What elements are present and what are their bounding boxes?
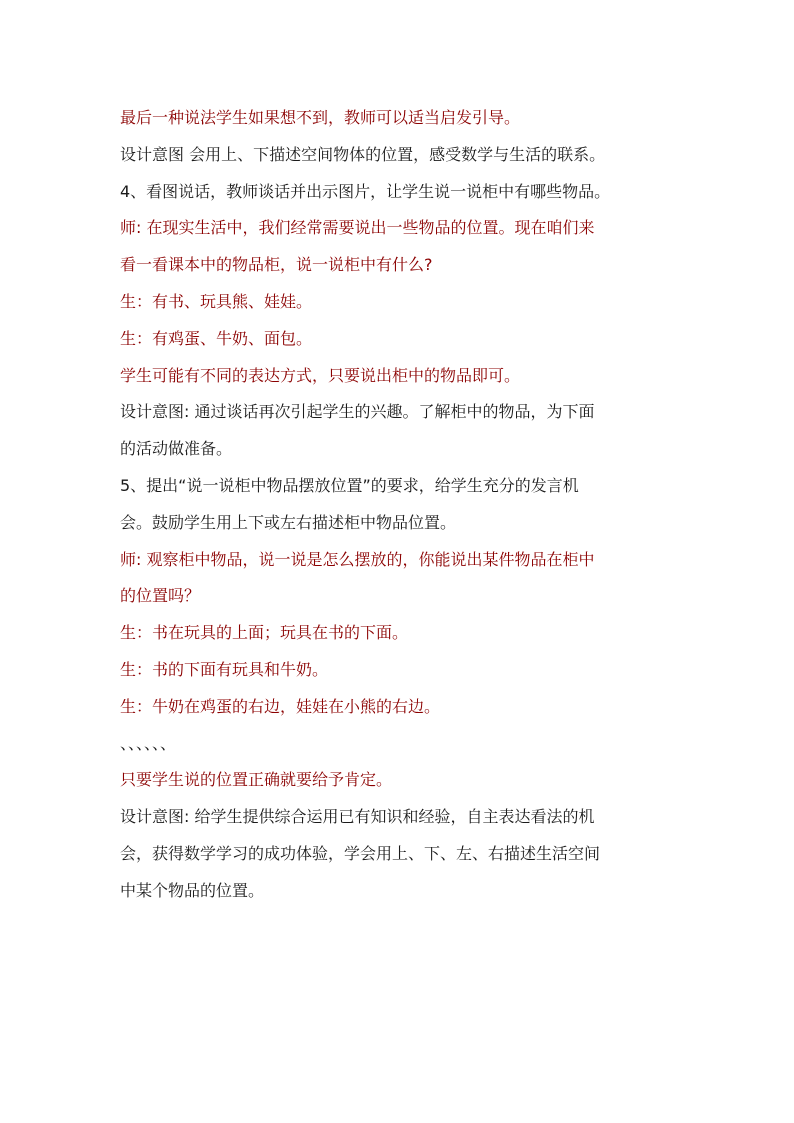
note-line-2: 只要学生说的位置正确就要给予肯定。	[120, 770, 393, 790]
teacher-line-2: 师: 观察柜中物品，说一说是怎么摆放的，你能说出某件物品在柜中	[120, 549, 595, 569]
note-line-1: 学生可能有不同的表达方式，只要说出柜中的物品即可。	[120, 365, 521, 385]
student-line-1: 生：有书、玩具熊、娃娃。	[120, 291, 313, 311]
student-line-4: 生：书的下面有玩具和牛奶。	[120, 659, 329, 679]
design-intent-2: 设计意图: 通过谈话再次引起学生的兴趣。了解柜中的物品，为下面	[120, 402, 595, 422]
design-intent-3-cont: 会，获得数学学习的成功体验，学会用上、下、左、右描述生活空间	[120, 843, 601, 863]
paragraph-guidance: 最后一种说法学生如果想不到，教师可以适当启发引导。	[120, 108, 521, 127]
design-intent-3-end: 中某个物品的位置。	[120, 880, 265, 900]
design-intent-2-cont: 的活动做准备。	[120, 439, 233, 459]
student-line-5: 生：牛奶在鸡蛋的右边，娃娃在小熊的右边。	[120, 696, 441, 716]
document-body	[120, 100, 680, 910]
design-intent-3: 设计意图: 给学生提供综合运用已有知识和经验，自主表达看法的机	[120, 807, 595, 827]
teacher-line-1-cont: 看一看课本中的物品柜，说一说柜中有什么?	[120, 255, 433, 275]
student-line-3: 生：书在玩具的上面；玩具在书的下面。	[120, 623, 409, 643]
step-5-heading: 5、提出“说一说柜中物品摆放位置”的要求，给学生充分的发言机	[120, 475, 579, 495]
teacher-line-1: 师: 在现实生活中，我们经常需要说出一些物品的位置。现在咱们来	[120, 218, 595, 238]
design-intent-1: 设计意图 会用上、下描述空间物体的位置，感受数学与生活的联系。	[120, 144, 606, 164]
step-4-heading: 4、看图说话，教师谈话并出示图片，让学生说一说柜中有哪些物品。	[120, 181, 611, 201]
ellipsis-marks: 、、、、、、	[120, 733, 177, 753]
teacher-line-2-cont: 的位置吗？	[120, 586, 201, 606]
student-line-2: 生：有鸡蛋、牛奶、面包。	[120, 328, 313, 348]
step-5-heading-cont: 会。鼓励学生用上下或左右描述柜中物品位置。	[120, 512, 457, 532]
